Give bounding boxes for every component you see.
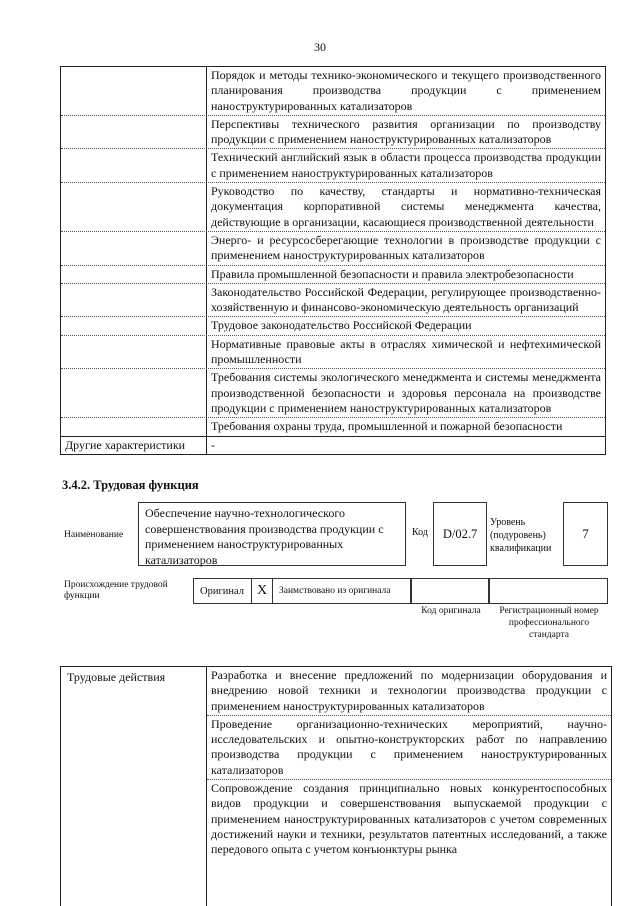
borrowed-label: Заимствовано из оригинала: [273, 578, 411, 604]
original-label: Оригинал: [193, 578, 251, 604]
knowledge-item: Энерго- и ресурсосберегающие технологии в производстве продукции с применением наноструктурированных катализаторов: [211, 232, 601, 263]
page-number: 30: [314, 40, 326, 54]
registration-number-cell: [489, 578, 608, 604]
original-checkbox: X: [251, 578, 273, 604]
table-row: [61, 436, 605, 454]
name-label: Наименование: [64, 530, 124, 540]
original-code-caption: Код оригинала: [421, 606, 481, 616]
action-item: Сопровождение создания принципиально новых конкурентоспособных видов продукции и совершенствования выпускаемой продукции с применением наноструктурированных катализаторов с учетом современных достижений науки и техники, результатов патентных исследований, а также передового опыта с учетом конъюнктуры рынка: [207, 779, 611, 858]
original-code-cell: [411, 578, 489, 604]
table-row: [61, 283, 605, 317]
table-row: [61, 335, 605, 369]
table-row: [61, 148, 605, 182]
other-characteristics-value: -: [211, 437, 215, 452]
knowledge-item: Требования охраны труда, промышленной и пожарной безопасности: [211, 419, 563, 434]
table-row: [61, 115, 605, 149]
qualification-level: 7: [563, 502, 608, 566]
table-row: [61, 417, 605, 435]
table-row: [61, 265, 605, 283]
knowledge-item: Порядок и методы технико-экономического и текущего производственного планирования производства продукции с применением наноструктурированных катализаторов: [211, 68, 601, 113]
actions-table: [60, 666, 612, 906]
knowledge-item: Требования системы экологического менеджмента и системы менеджмента производственной безопасности и здоровья персонала на производстве продукции с применением наноструктурированных катализаторов: [211, 370, 601, 415]
code-label: Код: [412, 527, 428, 538]
knowledge-item: Нормативные правовые акты в отраслях химической и нефтехимической промышленности: [211, 336, 601, 367]
actions-label: Трудовые действия: [61, 667, 207, 906]
other-characteristics-label: Другие характеристики: [61, 437, 207, 454]
knowledge-item: Перспективы технического развития организации по производству продукции с применением наноструктурированных катализаторов: [211, 116, 601, 147]
knowledge-item: Трудовое законодательство Российской Федерации: [211, 318, 472, 333]
knowledge-item: Правила промышленной безопасности и правила электробезопасности: [211, 266, 574, 281]
table-row: [61, 67, 605, 115]
knowledge-item: Технический английский язык в области процесса производства продукции с применением наноструктурированных катализаторов: [211, 150, 601, 180]
table-row: [61, 182, 605, 231]
knowledge-table: [60, 66, 606, 455]
table-row: [61, 368, 605, 417]
table-row: [61, 316, 605, 334]
function-name: Обеспечение научно-технологического совершенствования производства продукции с применением наноструктурированных катализаторов: [138, 502, 406, 566]
qualification-level-label: Уровень (подуровень) квалификации: [490, 517, 552, 554]
actions-list: [207, 667, 611, 859]
registration-number-caption: Регистрационный номер профессионального стандарта: [499, 606, 599, 640]
function-code: D/02.7: [433, 502, 487, 566]
origin-label: Происхождение трудовой функции: [64, 580, 168, 601]
section-title: 3.4.2. Трудовая функция: [62, 478, 199, 492]
action-item: Разработка и внесение предложений по модернизации оборудования и внедрению новой техники и технологии производства продукции с применением наноструктурированных катализаторов: [211, 668, 607, 713]
knowledge-item: Законодательство Российской Федерации, регулирующее производственно-хозяйственную и финансово-экономическую деятельность организаций: [211, 284, 601, 315]
action-item: Проведение организационно-технических мероприятий, научно-исследовательских и опытно-конструкторских работ по направлению производства продукции с применением наноструктурированных катализаторов: [207, 715, 611, 779]
table-row: [61, 231, 605, 265]
knowledge-item: Руководство по качеству, стандарты и нормативно-техническая документация корпоративной системы менеджмента качества, действующие в организации, касающиеся производственной деятельности: [211, 184, 601, 229]
